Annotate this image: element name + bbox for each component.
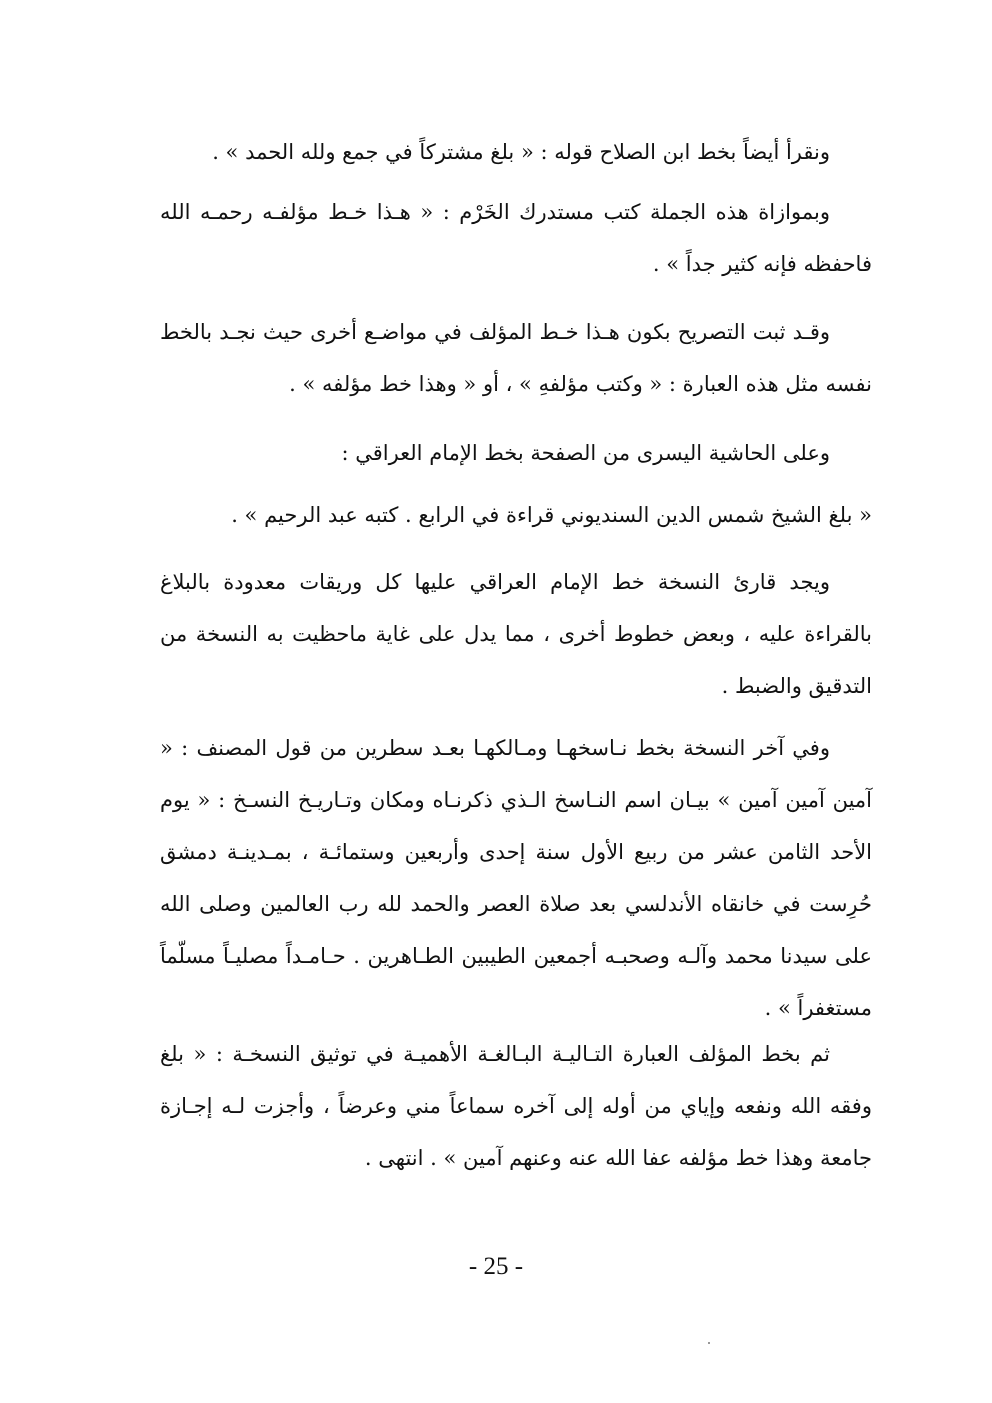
page-number: - 25 -	[468, 1253, 524, 1280]
paragraph-text: ونقرأ أيضاً بخط ابن الصلاح قوله : « بلغ مشتركاً في جمع ولله الحمد » .	[212, 140, 830, 164]
paragraph-author-handwriting	[160, 306, 872, 410]
paragraph-left-margin	[160, 427, 872, 479]
paragraph-copyist-colophon	[160, 722, 872, 1034]
paragraph-text: وبموازاة هذه الجملة كتب مستدرك الخَرْم : « هـذا خـط مؤلفـه رحمـه الله فاحفظه فإنه كثير جداً » .	[160, 200, 872, 276]
paragraph-mustadrik	[160, 186, 872, 290]
paragraph-quote-sanadiyuni	[160, 489, 872, 541]
paragraph-text: ويجد قارئ النسخة خط الإمام العراقي عليها كل وريقات معدودة بالبلاغ بالقراءة عليه ، وبعض خطوط أخرى ، مما يدل على غاية ماحظيت به النسخة من التدقيق والضبط .	[160, 570, 872, 698]
paragraph-text: وقـد ثبت التصريح بكون هـذا خـط المؤلف في مواضـع أخرى حيث نجـد بالخط نفسه مثل هذه العبارة : « وكتب مؤلفهِ » ، أو « وهذا خط مؤلفه » .	[160, 320, 872, 396]
paragraph-text: وفي آخر النسخة بخط نـاسخهـا ومـالكهـا بعـد سطرين من قول المصنف : « آمين آمين آمين » بيـان اسم النـاسخ الـذي ذكرنـاه ومكان وتـاريـخ النسـخ : « يوم الأحد الثامن عشر من ربيع الأول سنة إحدى وأربعين وستمائـة ، بمـدينـة دمشق حُرِست في خانقاه الأندلسي بعد صلاة العصر والحمد لله رب العالمين وصلى الله على سيدنا محمد وآلـه وصحبـه أجمعين الطيبين الطـاهرين . حـامـداً مصليـاً مسلّماً مستغفراً » .	[160, 736, 872, 1020]
paragraph-iraqi-notes	[160, 556, 872, 712]
paragraph-text: ثم بخط المؤلف العبارة التـاليـة البـالغـة الأهميـة في توثيق النسخـة : « بلغ وفقه الله ونفعه وإياي من أوله إلى آخره سماعاً مني وعرضاً ، وأجزت لـه إجـازة جامعة وهذا خط مؤلفه عفا الله عنه وعنهم آمين » . انتهى .	[160, 1042, 872, 1170]
paragraph-text: « بلغ الشيخ شمس الدين السنديوني قراءة في الرابع . كتبه عبد الرحيم » .	[231, 503, 872, 527]
scan-speck	[708, 1342, 710, 1344]
paragraph-ibn-salah	[160, 126, 872, 178]
paragraph-text: وعلى الحاشية اليسرى من الصفحة بخط الإمام العراقي :	[341, 441, 830, 465]
paragraph-author-ijaza	[160, 1028, 872, 1184]
